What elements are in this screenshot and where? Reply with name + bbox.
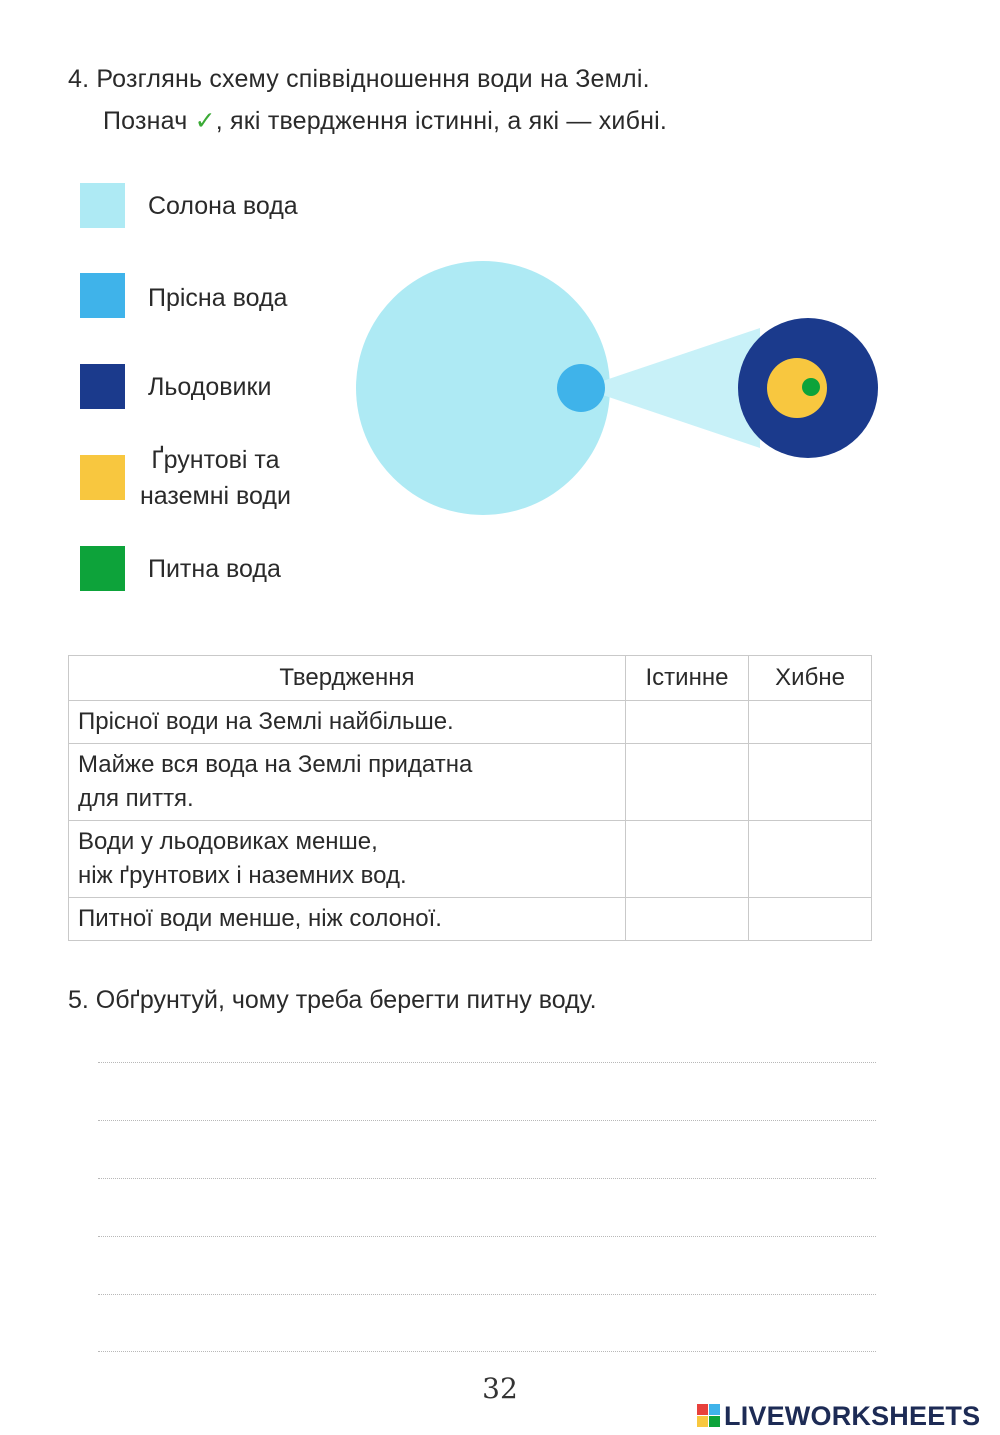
table-row [69, 898, 872, 941]
true-answer-cell[interactable] [625, 701, 748, 744]
task-4-line-1: 4. Розглянь схему співвідношення води на Землі. [68, 65, 650, 93]
true-answer-cell[interactable] [625, 744, 748, 821]
statement-cell [69, 701, 626, 744]
drinking-water-swatch [80, 546, 125, 591]
fresh-water-swatch [80, 273, 125, 318]
legend-label-ground-water-line-2: наземні води [140, 482, 291, 510]
answer-line-2[interactable] [98, 1120, 876, 1121]
header-statement: Твердження [69, 656, 626, 701]
answer-line-1[interactable] [98, 1062, 876, 1063]
fresh-water-circle [557, 364, 605, 412]
header-false: Хибне [749, 656, 872, 701]
table-header-row [69, 656, 872, 701]
answer-line-6[interactable] [98, 1351, 876, 1352]
legend-label-ground-water [140, 442, 291, 514]
false-answer-cell[interactable] [749, 744, 872, 821]
statement-text: Питної води менше, ніж солоної. [78, 905, 442, 932]
liveworksheets-logo-icon [697, 1404, 721, 1428]
true-answer-cell[interactable] [625, 821, 748, 898]
answer-line-3[interactable] [98, 1178, 876, 1179]
task-4-instruction [68, 58, 667, 142]
task-5-instruction: 5. Обґрунтуй, чому треба берегти питну воду. [68, 986, 597, 1014]
statement-text-line-1: Води у льодовиках менше, [78, 828, 378, 855]
answer-line-5[interactable] [98, 1294, 876, 1295]
page-number: 32 [482, 1372, 518, 1405]
statement-text-line-2: ніж ґрунтових і наземних вод. [78, 862, 407, 889]
statements-table [68, 655, 872, 941]
water-ratio-diagram [340, 240, 900, 540]
statement-text-line-2: для пиття. [78, 785, 194, 812]
legend-label-ground-water-line-1: Ґрунтові та [151, 446, 280, 474]
true-answer-cell[interactable] [625, 898, 748, 941]
false-answer-cell[interactable] [749, 821, 872, 898]
brand-name: LIVEWORKSHEETS [724, 1400, 981, 1431]
statement-text: Прісної води на Землі найбільше. [78, 708, 454, 735]
table-row [69, 821, 872, 898]
zoom-beam [582, 328, 760, 448]
false-answer-cell[interactable] [749, 898, 872, 941]
statement-cell [69, 744, 626, 821]
statement-cell [69, 821, 626, 898]
legend-label-fresh-water: Прісна вода [148, 284, 288, 312]
ground-water-swatch [80, 455, 125, 500]
task-4-line-2-start: Познач [103, 107, 195, 135]
false-answer-cell[interactable] [749, 701, 872, 744]
liveworksheets-brand [697, 1398, 980, 1434]
statement-text-line-1: Майже вся вода на Землі придатна [78, 751, 473, 778]
glaciers-swatch [80, 364, 125, 409]
legend-label-drinking-water: Питна вода [148, 555, 281, 583]
task-4-line-2 [68, 100, 667, 142]
header-true: Істинне [625, 656, 748, 701]
statement-cell [69, 898, 626, 941]
salt-water-swatch [80, 183, 125, 228]
answer-line-4[interactable] [98, 1236, 876, 1237]
task-4-line-2-end: , які твердження істинні, а які — хибні. [215, 107, 667, 135]
table-row [69, 744, 872, 821]
legend-label-glaciers: Льодовики [148, 373, 272, 401]
drinking-water-circle [802, 378, 820, 396]
table-row [69, 701, 872, 744]
legend-label-salt-water: Солона вода [148, 192, 298, 220]
check-mark-icon: ✓ [194, 107, 216, 135]
